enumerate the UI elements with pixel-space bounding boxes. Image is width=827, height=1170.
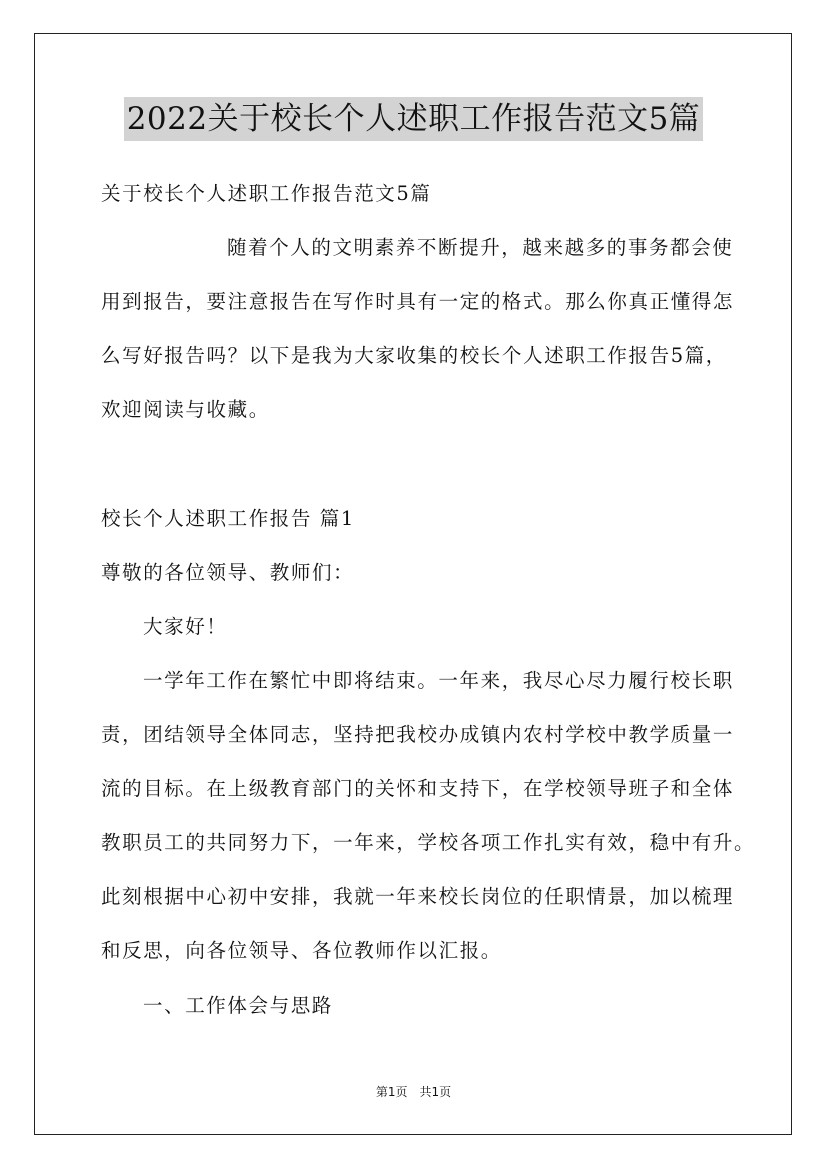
body-line-1: 一学年工作在繁忙中即将结束。一年来，我尽心尽力履行校长职 <box>143 669 734 692</box>
body-line-2: 责，团结领导全体同志，坚持把我校办成镇内农村学校中教学质量一 <box>101 723 735 746</box>
intro-line-1: 随着个人的文明素养不断提升，越来越多的事务都会使 <box>227 236 734 259</box>
body-line-4: 教职员工的共同努力下，一年来，学校各项工作扎实有效，稳中有升。 <box>101 831 756 854</box>
intro-line-4: 欢迎阅读与收藏。 <box>101 398 270 421</box>
document-title: 2022关于校长个人述职工作报告范文5篇 <box>124 97 704 141</box>
intro-line-3: 么写好报告吗？以下是我为大家收集的校长个人述职工作报告5篇， <box>101 344 727 367</box>
body-line-3: 流的目标。在上级教育部门的关怀和支持下，在学校领导班子和全体 <box>101 777 735 800</box>
salutation: 尊敬的各位领导、教师们： <box>101 561 355 584</box>
document-subtitle: 关于校长个人述职工作报告范文5篇 <box>101 182 432 205</box>
body-line-6: 和反思，向各位领导、各位教师作以汇报。 <box>101 939 502 962</box>
intro-line-2: 用到报告，要注意报告在写作时具有一定的格式。那么你真正懂得怎 <box>101 290 735 313</box>
section-heading: 校长个人述职工作报告 篇1 <box>101 507 355 530</box>
body-line-5: 此刻根据中心初中安排，我就一年来校长岗位的任职情景，加以梳理 <box>101 885 735 908</box>
page-number: 第1页 共1页 <box>375 1085 452 1099</box>
subheading: 一、工作体会与思路 <box>143 994 333 1017</box>
title-container <box>0 97 827 141</box>
greeting: 大家好！ <box>143 615 228 638</box>
